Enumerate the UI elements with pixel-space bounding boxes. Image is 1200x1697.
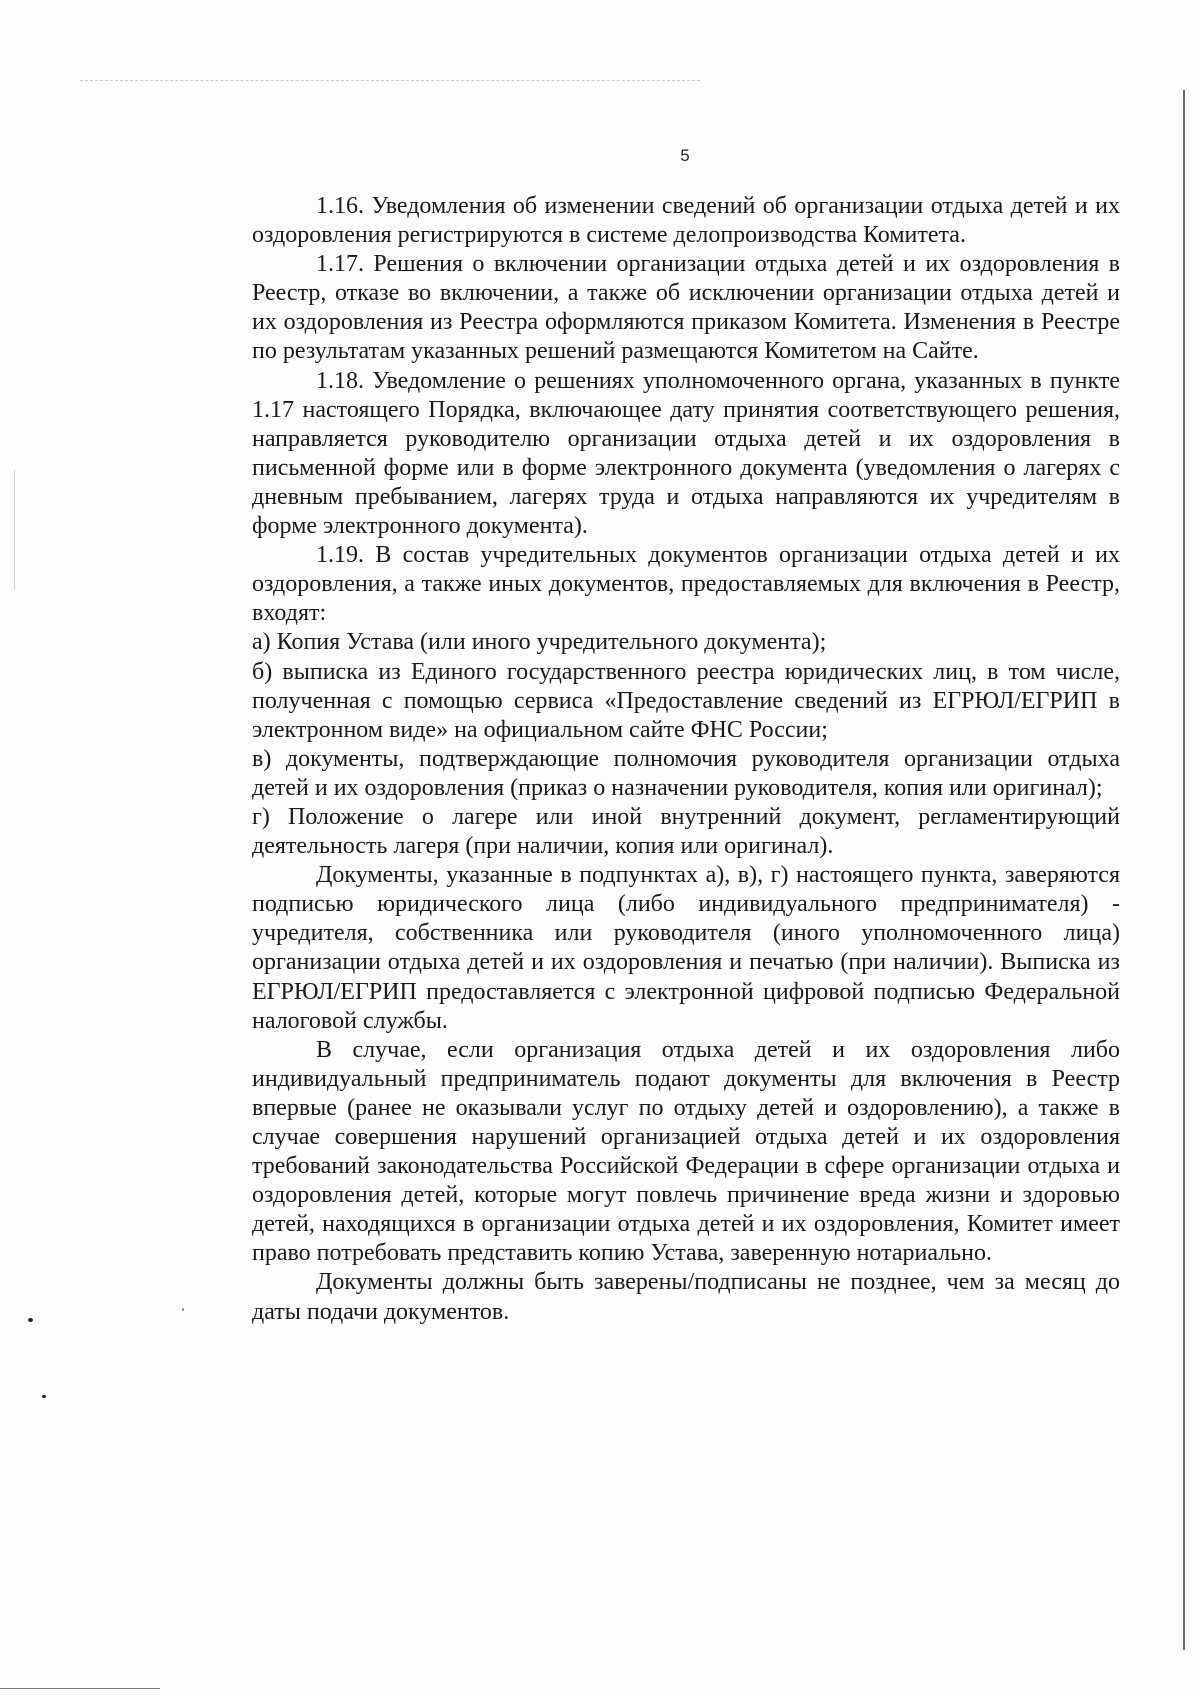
list-item-g: г) Положение о лагере или иной внутренний документ, регламентирующий деятельность лагеря (при наличии, копия или оригинал). (252, 803, 1120, 860)
scan-artifact-left-line (14, 470, 15, 590)
scan-artifact-right-edge (1183, 90, 1185, 1650)
scan-artifact-bottom-line (0, 1688, 160, 1689)
paragraph-1-18: 1.18. Уведомление о решениях уполномоченного органа, указанных в пункте 1.17 настоящего Порядка, включающее дату принятия соответствующего решения, направляется руководителю организации отдыха детей и их оздоровления в письменной форме или в форме электронного документа (уведомления о лагерях с дневным пребыванием, лагерях труда и отдыха направляются их учредителям в форме электронного документа). (252, 367, 1120, 540)
list-item-a: а) Копия Устава (или иного учредительного документа); (252, 629, 827, 656)
scan-speck (28, 1318, 33, 1322)
paragraph-certification: Документы, указанные в подпунктах а), в), г) настоящего пункта, заверяются подписью юридического лица (либо индивидуального предпринимателя) - учредителя, собственника или руководителя (иного уполномоченного лица) организации отдыха детей и их оздоровления и печатью (при наличии). Выписка из ЕГРЮЛ/ЕГРИП предоставляется с электронной цифровой подписью Федеральной налоговой службы. (252, 862, 1120, 1034)
scan-speck (42, 1395, 46, 1398)
paragraph-1-19: 1.19. В состав учредительных документов организации отдыха детей и их оздоровления, а также иных документов, предоставляемых для включения в Реестр, входят: (252, 542, 1120, 627)
paragraph-1-17: 1.17. Решения о включении организации отдыха детей и их оздоровления в Реестр, отказе во включении, а также об исключении организации отдыха детей и их оздоровления из Реестра оформляются приказом Комитета. Изменения в Реестре по результатам указанных решений размещаются Комитетом на Сайте. (252, 251, 1120, 365)
paragraph-deadline: Документы должны быть заверены/подписаны не позднее, чем за месяц до даты подачи документов. (252, 1269, 1120, 1325)
paragraph-first-time: В случае, если организация отдыха детей и их оздоровления либо индивидуальный предприниматель подают документы для включения в Реестр впервые (ранее не оказывали услуг по отдыху детей и оздоровлению), а также в случае совершения нарушений организацией отдыха детей и их оздоровления требований законодательства Российской Федерации в сфере организации отдыха и оздоровления детей, которые могут повлечь причинение вреда жизни и здоровью детей, находящихся в организации отдыха детей и их оздоровления, Комитет имеет право потребовать представить копию Устава, заверенную нотариально. (252, 1036, 1120, 1267)
list-item-v: в) документы, подтверждающие полномочия руководителя организации отдыха детей и их оздоровления (приказ о назначении руководителя, копия или оригинал); (252, 745, 1120, 801)
paragraph-1-16: 1.16. Уведомления об изменении сведений об организации отдыха детей и их оздоровления регистрируются в системе делопроизводства Комитета. (252, 193, 1120, 249)
page-number: 5 (680, 146, 690, 165)
scan-artifact-top-line (80, 80, 700, 81)
list-item-b: б) выписка из Единого государственного реестра юридических лиц, в том числе, полученная с помощью сервиса «Предоставление сведений из ЕГРЮЛ/ЕГРИП в электронном виде» на официальном сайте ФНС России; (252, 658, 1120, 743)
scan-speck (182, 1308, 184, 1311)
document-body (252, 192, 1120, 1327)
